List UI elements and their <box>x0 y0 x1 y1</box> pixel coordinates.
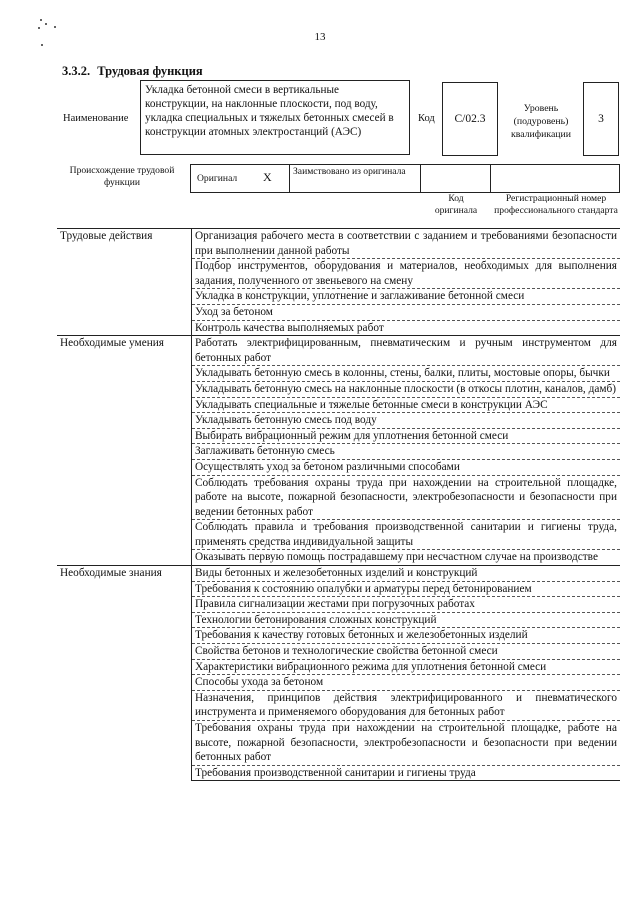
level-label: Уровень (подуровень) квалификации <box>510 103 572 140</box>
origin-divider <box>490 164 491 193</box>
table-item-text: Уход за бетоном <box>192 304 621 320</box>
origin-divider <box>190 164 191 193</box>
table-item-text: Назначения, принципов действия электрифицированного и пневматического инструмента и применяемого оборудования для бетонных работ <box>192 690 621 720</box>
table-item-text: Работать электрифицированным, пневматическим и ручным инструментом для бетонных работ <box>192 336 621 366</box>
table-item-text: Технологии бетонирования сложных конструкций <box>192 612 621 628</box>
table-item-text: Заглаживать бетонную смесь <box>192 444 621 460</box>
table-item-text: Требования охраны труда при нахождении на строительной площадке, работе на высоте, пожарной безопасности, электробезопасности и безопасности при ведении бетонных работ <box>192 721 621 766</box>
table-row <box>57 336 620 366</box>
table-item-text: Оказывать первую помощь пострадавшему при несчастном случае на производстве <box>192 550 621 566</box>
table-body <box>57 229 620 781</box>
table-item-text: Контроль качества выполняемых работ <box>192 320 621 336</box>
table-item-text: Выбирать вибрационный режим для уплотнения бетонной смеси <box>192 428 621 444</box>
page-number: 13 <box>314 31 326 43</box>
table-row <box>57 566 620 582</box>
borrowed-label: Заимствовано из оригинала <box>293 166 406 177</box>
table-item-text: Укладывать специальные и тяжелые бетонные смеси в конструкции АЭС <box>192 397 621 413</box>
origin-code-label: Код оригинала <box>434 193 478 216</box>
scan-mark <box>40 19 42 21</box>
code-value: C/02.3 <box>454 113 486 125</box>
section-category-label: Трудовые действия <box>57 229 192 336</box>
level-value: 3 <box>598 113 604 125</box>
scan-mark <box>54 26 56 28</box>
table-item-text: Соблюдать требования охраны труда при нахождении на строительной площадке, работе на высоте, пожарной безопасности, электробезопасности и безопасности при ведении бетонных работ <box>192 475 621 520</box>
table-item-text: Требования к состоянию опалубки и арматуры перед бетонированием <box>192 581 621 597</box>
origin-label: Происхождение трудовой функции <box>69 165 175 188</box>
table-row <box>57 229 620 259</box>
origin-divider <box>420 164 421 193</box>
origin-divider <box>289 164 290 193</box>
scan-mark <box>45 23 47 25</box>
table-item-text: Требования к качеству готовых бетонных и железобетонных изделий <box>192 628 621 644</box>
code-value-box <box>442 82 498 156</box>
section-number: 3.3.2. <box>62 64 91 78</box>
table-item-text: Укладывать бетонную смесь под воду <box>192 413 621 429</box>
table-item-text: Способы ухода за бетоном <box>192 675 621 691</box>
section-category-label: Необходимые знания <box>57 566 192 781</box>
section-title <box>62 64 203 79</box>
table-item-text: Виды бетонных и железобетонных изделий и конструкций <box>192 566 621 582</box>
original-mark: X <box>263 170 272 184</box>
table-item-text: Укладывать бетонную смесь на наклонные плоскости (в откосы плотин, каналов, дамб) <box>192 381 621 397</box>
labor-function-table <box>57 228 620 781</box>
table-item-text: Организация рабочего места в соответствии с заданием и требованиями безопасности при выполнении данной работы <box>192 229 621 259</box>
section-category-label: Необходимые умения <box>57 336 192 566</box>
scan-mark <box>38 27 40 29</box>
reg-number-label: Регистрационный номер профессионального стандарта <box>494 193 618 216</box>
table-item-text: Укладывать бетонную смесь в колонны, стены, балки, плиты, мостовые опоры, бычки <box>192 366 621 382</box>
scan-mark <box>41 44 43 46</box>
table-item-text: Характеристики вибрационного режима для уплотнения бетонной смеси <box>192 659 621 675</box>
table-item-text: Правила сигнализации жестами при погрузочных работах <box>192 597 621 613</box>
table-item-text: Подбор инструментов, оборудования и материалов, необходимых для выполнения задания, полученного от звеньевого на смену <box>192 259 621 289</box>
name-label: Наименование <box>63 113 129 124</box>
code-label: Код <box>418 113 435 124</box>
function-name-value: Укладка бетонной смеси в вертикальные конструкции, на наклонные плоскости, под воду, укладка специальных и тяжелых бетонных смесей в конструкции атомных электростанций (АЭС) <box>145 84 394 138</box>
origin-divider <box>619 164 620 193</box>
section-title-text: Трудовая функция <box>97 64 203 78</box>
table-item-text: Свойства бетонов и технологические свойства бетонной смеси <box>192 644 621 660</box>
table-item-text: Требования производственной санитарии и гигиены труда <box>192 765 621 781</box>
original-label: Оригинал <box>197 173 238 184</box>
table-item-text: Укладка в конструкции, уплотнение и заглаживание бетонной смеси <box>192 289 621 305</box>
level-value-box <box>583 82 619 156</box>
table-item-text: Соблюдать правила и требования производственной санитарии и гигиены труда, применять средства индивидуальной защиты <box>192 520 621 550</box>
table-item-text: Осуществлять уход за бетоном различными способами <box>192 459 621 475</box>
function-name-box <box>140 80 410 155</box>
